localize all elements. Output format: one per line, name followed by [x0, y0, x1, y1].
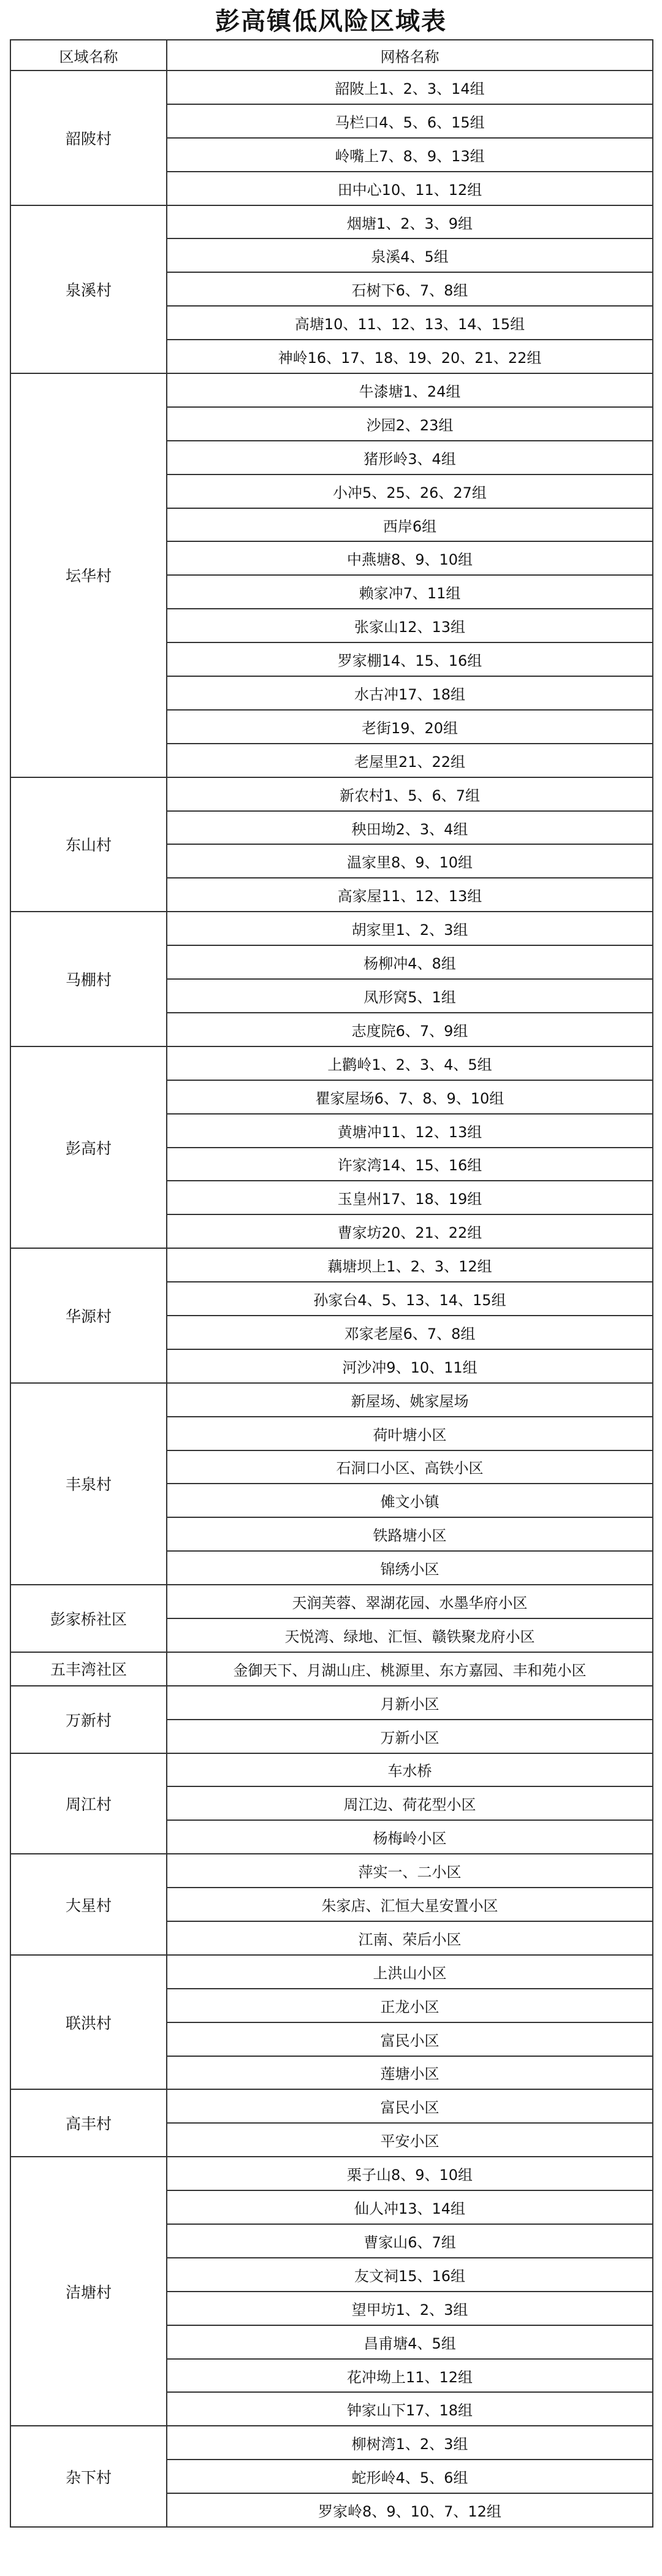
- grid-name-cell: 韶陂上1、2、3、14组: [167, 70, 653, 104]
- table-row: [10, 1753, 653, 1787]
- region-name-cell: 东山村: [10, 777, 167, 912]
- grid-name-cell: 水古冲17、18组: [167, 676, 653, 710]
- grid-name-cell: 石洞口小区、高铁小区: [167, 1450, 653, 1484]
- table-row: [10, 1686, 653, 1720]
- grid-name-cell: 曹家山6、7组: [167, 2224, 653, 2258]
- grid-name-cell: 月新小区: [167, 1686, 653, 1720]
- grid-name-cell: 江南、荣后小区: [167, 1921, 653, 1955]
- table-row: [10, 912, 653, 945]
- grid-name-cell: 天悦湾、绿地、汇恒、赣铁聚龙府小区: [167, 1618, 653, 1652]
- grid-name-cell: 蛇形岭4、5、6组: [167, 2460, 653, 2493]
- grid-name-cell: 瞿家屋场6、7、8、9、10组: [167, 1080, 653, 1114]
- region-name-cell: 丰泉村: [10, 1383, 167, 1585]
- grid-name-cell: 泉溪4、5组: [167, 238, 653, 272]
- grid-name-cell: 花冲坳上11、12组: [167, 2359, 653, 2393]
- grid-name-cell: 栗子山8、9、10组: [167, 2157, 653, 2190]
- grid-name-cell: 张家山12、13组: [167, 609, 653, 642]
- grid-name-cell: 玉皇州17、18、19组: [167, 1181, 653, 1214]
- region-name-cell: 马棚村: [10, 912, 167, 1046]
- grid-name-cell: 富民小区: [167, 2022, 653, 2056]
- grid-name-cell: 小冲5、25、26、27组: [167, 474, 653, 508]
- grid-name-cell: 孙家台4、5、13、14、15组: [167, 1282, 653, 1316]
- grid-name-cell: 邓家老屋6、7、8组: [167, 1316, 653, 1349]
- grid-name-cell: 神岭16、17、18、19、20、21、22组: [167, 340, 653, 373]
- grid-name-cell: 傩文小镇: [167, 1484, 653, 1517]
- region-name-cell: 大星村: [10, 1854, 167, 1955]
- table-row: [10, 1046, 653, 1080]
- table-row: [10, 1248, 653, 1282]
- region-name-cell: 高丰村: [10, 2089, 167, 2157]
- grid-name-cell: 富民小区: [167, 2089, 653, 2123]
- grid-name-cell: 牛漆塘1、24组: [167, 373, 653, 407]
- grid-name-cell: 老街19、20组: [167, 710, 653, 744]
- grid-name-cell: 钟家山下17、18组: [167, 2392, 653, 2426]
- region-name-cell: 联洪村: [10, 1955, 167, 2090]
- table-row: [10, 205, 653, 239]
- grid-name-cell: 猪形岭3、4组: [167, 441, 653, 474]
- grid-name-cell: 田中心10、11、12组: [167, 172, 653, 205]
- grid-name-cell: 凤形窝5、1组: [167, 979, 653, 1013]
- region-name-cell: 万新村: [10, 1686, 167, 1753]
- grid-name-cell: 新农村1、5、6、7组: [167, 777, 653, 811]
- grid-name-cell: 新屋场、姚家屋场: [167, 1383, 653, 1417]
- grid-name-cell: 曹家坊20、21、22组: [167, 1214, 653, 1248]
- page-title: 彭高镇低风险区域表: [215, 7, 447, 36]
- grid-name-cell: 秧田坳2、3、4组: [167, 811, 653, 845]
- region-name-cell: 五丰湾社区: [10, 1652, 167, 1686]
- region-name-cell: 坛华村: [10, 373, 167, 777]
- table-row: [10, 2426, 653, 2460]
- grid-name-cell: 马栏口4、5、6、15组: [167, 104, 653, 138]
- table-row: [10, 1955, 653, 1989]
- grid-name-cell: 杨梅岭小区: [167, 1820, 653, 1854]
- table-row: [10, 777, 653, 811]
- region-name-cell: 周江村: [10, 1753, 167, 1854]
- region-name-cell: 洁塘村: [10, 2157, 167, 2426]
- grid-name-cell: 天润芙蓉、翠湖花园、水墨华府小区: [167, 1585, 653, 1618]
- grid-name-cell: 烟塘1、2、3、9组: [167, 205, 653, 239]
- grid-name-cell: 志度院6、7、9组: [167, 1013, 653, 1046]
- grid-name-cell: 朱家店、汇恒大星安置小区: [167, 1888, 653, 1921]
- grid-name-cell: 上鹳岭1、2、3、4、5组: [167, 1046, 653, 1080]
- grid-name-cell: 平安小区: [167, 2123, 653, 2157]
- grid-name-cell: 河沙冲9、10、11组: [167, 1349, 653, 1383]
- grid-name-cell: 荷叶塘小区: [167, 1417, 653, 1450]
- grid-name-cell: 萍实一、二小区: [167, 1854, 653, 1888]
- grid-name-cell: 西岸6组: [167, 508, 653, 542]
- grid-name-cell: 莲塘小区: [167, 2056, 653, 2090]
- region-name-cell: 杂下村: [10, 2426, 167, 2527]
- grid-name-cell: 赖家冲7、11组: [167, 575, 653, 609]
- grid-name-cell: 金御天下、月湖山庄、桃源里、东方嘉园、丰和苑小区: [167, 1652, 653, 1686]
- grid-name-cell: 车水桥: [167, 1753, 653, 1787]
- grid-name-cell: 高家屋11、12、13组: [167, 878, 653, 912]
- table-body: [10, 70, 653, 2527]
- grid-name-cell: 正龙小区: [167, 1989, 653, 2022]
- table-row: [10, 1585, 653, 1618]
- grid-name-cell: 罗家棚14、15、16组: [167, 642, 653, 676]
- grid-name-cell: 温家里8、9、10组: [167, 844, 653, 878]
- table-row: [10, 1383, 653, 1417]
- table-row: [10, 2157, 653, 2190]
- grid-name-cell: 藕塘坝上1、2、3、12组: [167, 1248, 653, 1282]
- grid-name-cell: 望甲坊1、2、3组: [167, 2292, 653, 2325]
- table-row: [10, 1854, 653, 1888]
- grid-name-cell: 黄塘冲11、12、13组: [167, 1114, 653, 1148]
- grid-name-cell: 周江边、荷花型小区: [167, 1786, 653, 1820]
- grid-name-cell: 老屋里21、22组: [167, 744, 653, 777]
- grid-name-cell: 仙人冲13、14组: [167, 2190, 653, 2224]
- grid-name-cell: 上洪山小区: [167, 1955, 653, 1989]
- region-name-cell: 彭家桥社区: [10, 1585, 167, 1652]
- grid-name-cell: 胡家里1、2、3组: [167, 912, 653, 945]
- risk-area-table: [10, 39, 653, 2528]
- grid-name-cell: 万新小区: [167, 1720, 653, 1753]
- grid-name-cell: 铁路塘小区: [167, 1517, 653, 1551]
- region-name-cell: 泉溪村: [10, 205, 167, 373]
- header-grid: 网格名称: [167, 40, 653, 70]
- grid-name-cell: 柳树湾1、2、3组: [167, 2426, 653, 2460]
- grid-name-cell: 杨柳冲4、8组: [167, 945, 653, 979]
- grid-name-cell: 中燕塘8、9、10组: [167, 541, 653, 575]
- region-name-cell: 韶陂村: [10, 70, 167, 205]
- table-row: [10, 373, 653, 407]
- grid-name-cell: 许家湾14、15、16组: [167, 1148, 653, 1181]
- region-name-cell: 华源村: [10, 1248, 167, 1383]
- grid-name-cell: 昌甫塘4、5组: [167, 2325, 653, 2359]
- grid-name-cell: 友文祠15、16组: [167, 2258, 653, 2292]
- grid-name-cell: 锦绣小区: [167, 1551, 653, 1585]
- table-row: [10, 2089, 653, 2123]
- grid-name-cell: 石树下6、7、8组: [167, 272, 653, 306]
- region-name-cell: 彭高村: [10, 1046, 167, 1248]
- grid-name-cell: 岭嘴上7、8、9、13组: [167, 138, 653, 172]
- table-row: [10, 70, 653, 104]
- grid-name-cell: 罗家岭8、9、10、7、12组: [167, 2493, 653, 2527]
- grid-name-cell: 沙园2、23组: [167, 407, 653, 441]
- table-header-row: [10, 40, 653, 70]
- grid-name-cell: 高塘10、11、12、13、14、15组: [167, 306, 653, 340]
- table-row: [10, 1652, 653, 1686]
- header-region: 区域名称: [10, 40, 167, 70]
